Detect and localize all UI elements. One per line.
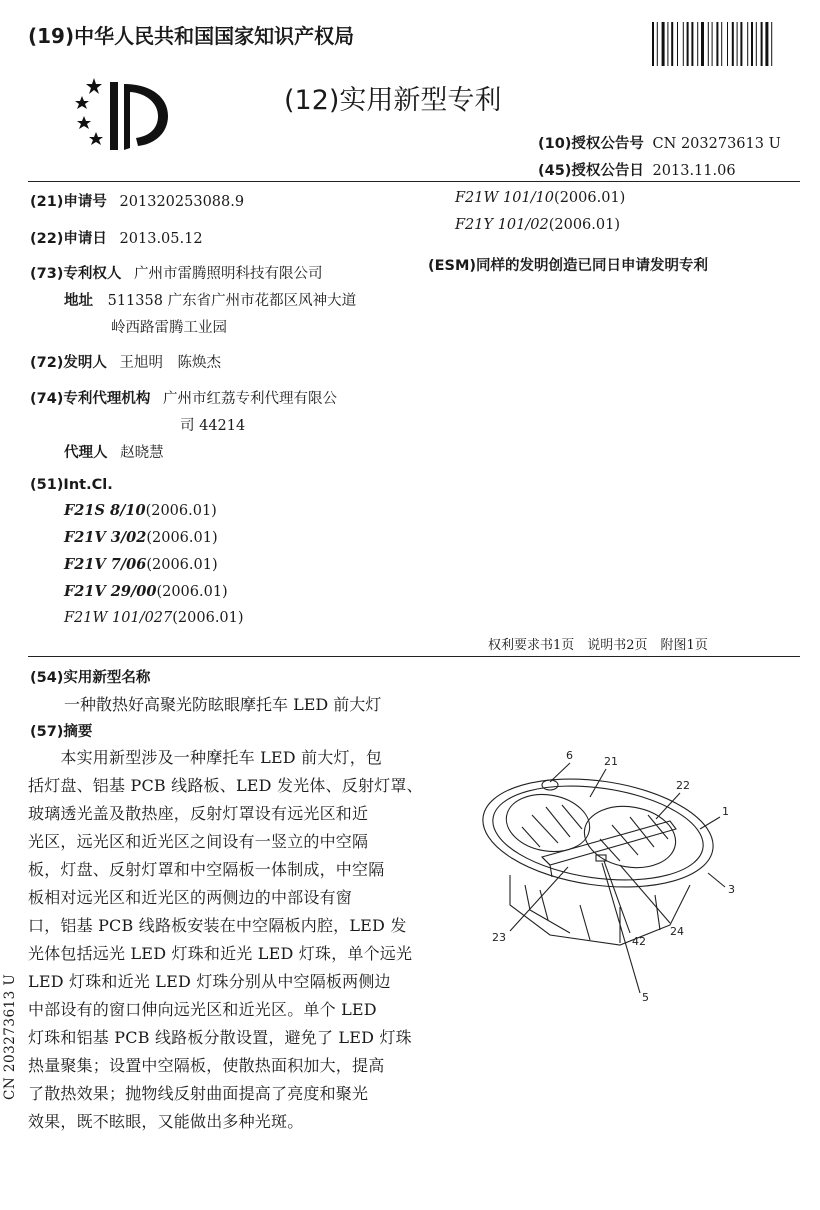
inventors: 王旭明 陈焕杰	[119, 355, 222, 371]
abstract-line: 本实用新型涉及一种摩托车 LED 前大灯，包	[28, 748, 383, 767]
agency-label: (74)专利代理机构	[30, 391, 151, 407]
patentee-label: (73)专利权人	[30, 266, 122, 282]
ipc-entry	[64, 502, 244, 529]
app-date-label: (22)申请日	[30, 231, 107, 247]
ipc-code: F21W 101/027	[64, 610, 173, 626]
fig-label-5: 5	[642, 991, 649, 1004]
ipc-entry	[64, 529, 244, 556]
ipc-version: (2006.01)	[548, 217, 620, 233]
title-label: (54)实用新型名称	[30, 670, 151, 686]
section-divider	[28, 656, 800, 657]
esm-note: (ESM)同样的发明创造已同日申请发明专利	[428, 258, 709, 274]
patentee: 广州市雷腾照明科技有限公司	[134, 266, 323, 282]
inventor-label: (72)发明人	[30, 355, 107, 371]
ipc-version: (2006.01)	[172, 610, 244, 626]
app-date: 2013.05.12	[119, 231, 203, 247]
ipc-list-right	[455, 190, 625, 244]
ipc-entry	[455, 217, 625, 244]
ipc-entry	[455, 190, 625, 217]
abstract-line: 了散热效果；抛物线反射曲面提高了亮度和聚光	[28, 1084, 369, 1103]
ipc-version: (2006.01)	[146, 530, 218, 546]
agency-line-2: 司 44214	[180, 418, 246, 434]
fig-label-23: 23	[492, 931, 506, 944]
abstract-line: 口，铝基 PCB 线路板安装在中空隔板内腔，LED 发	[28, 916, 407, 935]
abstract-line: 光区，远光区和近光区之间设有一竖立的中空隔	[28, 832, 369, 851]
abstract-label: (57)摘要	[30, 724, 93, 740]
ipc-version: (2006.01)	[146, 557, 218, 573]
cnipa-logo-icon	[72, 76, 172, 154]
pub-date-label: (45)授权公告日	[538, 163, 644, 179]
agency-line-1: 广州市红荔专利代理有限公	[163, 391, 338, 407]
fig-label-42: 42	[632, 935, 646, 948]
office-header: (19)中华人民共和国国家知识产权局	[28, 24, 355, 48]
fig-label-3: 3	[728, 883, 735, 896]
utility-model-title: 一种散热好高聚光防眩眼摩托车 LED 前大灯	[64, 695, 382, 714]
intcl-label: (51)Int.Cl.	[30, 477, 113, 493]
ipc-entry	[64, 556, 244, 583]
fig-label-1: 1	[722, 805, 729, 818]
abstract-line: 灯珠和铝基 PCB 线路板分散设置，避免了 LED 灯珠	[28, 1028, 412, 1047]
ipc-entry	[64, 583, 244, 610]
agent: 赵晓慧	[120, 445, 164, 461]
fig-label-21: 21	[604, 755, 618, 768]
ipc-code: F21V 29/00	[64, 583, 157, 600]
ipc-version: (2006.01)	[145, 503, 217, 519]
ipc-code: F21V 3/02	[64, 529, 147, 546]
app-no: 201320253088.9	[119, 194, 245, 210]
pub-number: CN 203273613 U	[652, 136, 781, 152]
fig-label-22: 22	[676, 779, 690, 792]
ipc-code: F21V 7/06	[64, 556, 147, 573]
abstract-line: 中部设有的窗口伸向远光区和近光区。单个 LED	[28, 1000, 377, 1019]
abstract-line: 热量聚集；设置中空隔板，使散热面积加大，提高	[28, 1056, 385, 1075]
ipc-entry	[64, 610, 244, 637]
abstract-body	[28, 744, 428, 1136]
document-type-title: (12)实用新型专利	[284, 85, 502, 116]
fig-label-6: 6	[566, 749, 573, 762]
ipc-code: F21W 101/10	[455, 190, 555, 206]
ipc-code: F21Y 101/02	[455, 217, 549, 233]
header-divider	[28, 181, 800, 182]
ipc-list-left	[64, 502, 244, 637]
side-publication-number: CN 203273613 U	[2, 973, 18, 1100]
address-line-2: 岭西路雷腾工业园	[111, 320, 227, 336]
abstract-line: 板相对远光区和近光区的两侧边的中部设有窗	[28, 888, 353, 907]
ipc-code: F21S 8/10	[64, 502, 146, 519]
abstract-line: 括灯盘、铝基 PCB 线路板、LED 发光体、反射灯罩、	[28, 776, 423, 795]
abstract-line: 玻璃透光盖及散热座，反射灯罩设有远光区和近	[28, 804, 369, 823]
agent-label: 代理人	[64, 445, 108, 461]
pub-number-label: (10)授权公告号	[538, 136, 644, 152]
abstract-line: LED 灯珠和近光 LED 灯珠分别从中空隔板两侧边	[28, 972, 391, 991]
fig-label-24: 24	[670, 925, 684, 938]
page-counts: 权利要求书1页 说明书2页 附图1页	[488, 638, 708, 653]
pub-date: 2013.11.06	[652, 163, 736, 179]
app-no-label: (21)申请号	[30, 194, 107, 210]
abstract-line: 板，灯盘、反射灯罩和中空隔板一体制成，中空隔	[28, 860, 385, 879]
ipc-version: (2006.01)	[156, 584, 228, 600]
barcode	[652, 22, 802, 66]
abstract-line: 光体包括远光 LED 灯珠和近光 LED 灯珠，单个远光	[28, 944, 413, 963]
abstract-line: 效果，既不眩眼，又能做出多种光斑。	[28, 1112, 304, 1131]
address-label: 地址	[64, 293, 93, 309]
headlamp-drawing	[470, 735, 770, 1015]
address-line-1: 511358 广东省广州市花都区风神大道	[107, 293, 357, 309]
ipc-version: (2006.01)	[554, 190, 626, 206]
